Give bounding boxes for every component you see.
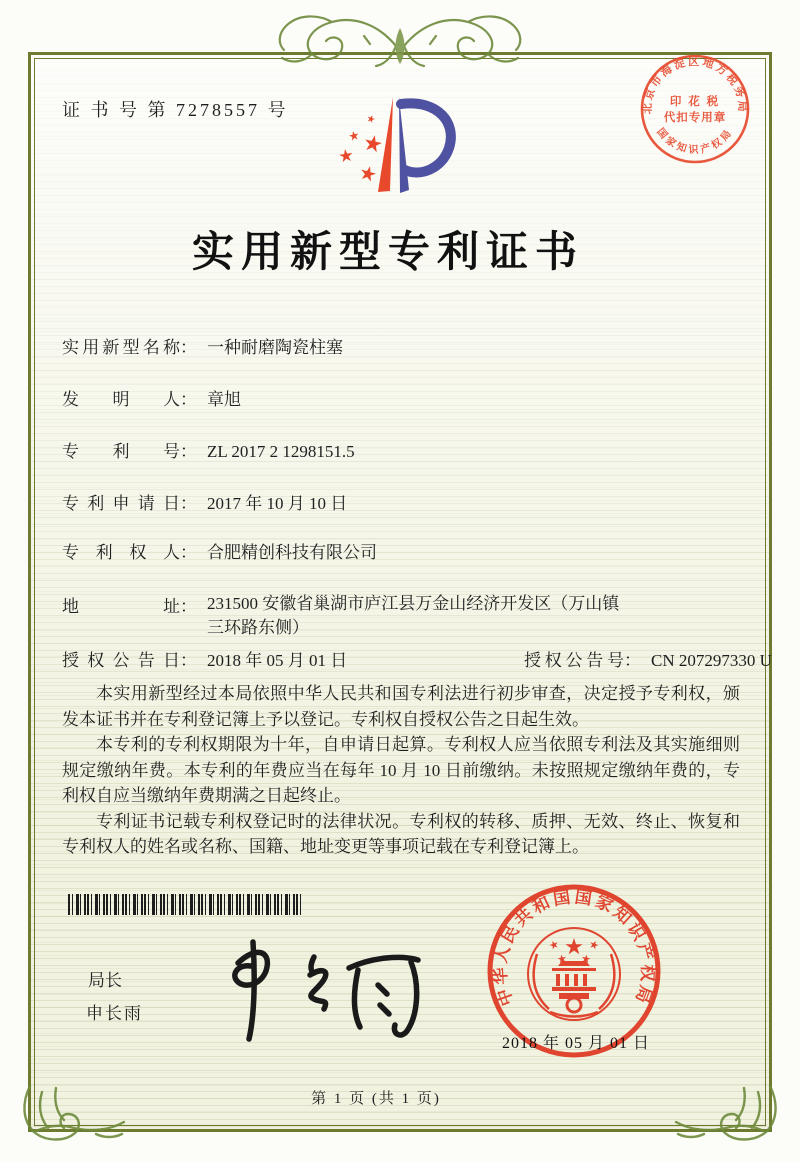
- legal-text: [62, 681, 740, 860]
- field-label: 专利权人: [62, 543, 180, 562]
- commissioner-name: 申长雨: [86, 1004, 143, 1023]
- commissioner-title: 局长: [88, 971, 122, 990]
- field-value: 章旭: [207, 390, 241, 409]
- field-value: CN 207297330 U: [651, 651, 772, 670]
- address-line-2: 三环路东侧）: [207, 618, 309, 637]
- seal-date: 2018 年 05 月 01 日: [501, 1035, 650, 1052]
- field-value: 合肥精创科技有限公司: [207, 543, 377, 562]
- certificate-number: 证 书 号 第 7278557 号: [62, 100, 289, 120]
- field-grant-row: [62, 646, 772, 671]
- field-label: 专利号: [62, 442, 180, 461]
- colon: ：: [180, 442, 197, 461]
- address-line-1: 231500 安徽省巢湖市庐江县万金山经济开发区（万山镇: [207, 594, 620, 613]
- field-value: 2017 年 10 月 10 日: [207, 494, 348, 513]
- field-label: 授权公告号: [524, 651, 624, 670]
- national-emblem-icon: [528, 928, 620, 1020]
- colon: ：: [180, 651, 197, 670]
- legal-paragraph-3: 专利证书记载专利权登记时的法律状况。专利权的转移、质押、无效、终止、恢复和专利权人的姓名或名称、国籍、地址变更等事项记载在专利登记簿上。: [62, 811, 740, 856]
- field-grant-date: [62, 651, 347, 670]
- field-label: 专利申请日: [62, 494, 180, 513]
- colon: ：: [180, 338, 197, 357]
- certificate-title: 实用新型专利证书: [191, 230, 584, 276]
- field-value: ZL 2017 2 1298151.5: [207, 442, 355, 461]
- stamp-duty-seal: [638, 52, 752, 166]
- legal-paragraph-2: 本专利的专利权期限为十年，自申请日起算。专利权人应当依照专利法及其实施细则规定缴纳年费。本专利的年费应当在每年 10 月 10 日前缴纳。未按照规定缴纳年费的，专利权自应当缴纳年费期满之日起终止。: [62, 735, 740, 805]
- field-patent-number: [62, 437, 355, 462]
- field-value: 一种耐磨陶瓷柱塞: [207, 338, 343, 357]
- field-utility-model-name: [62, 333, 343, 358]
- cnipa-logo-icon: [335, 78, 465, 213]
- field-address: [62, 592, 763, 640]
- colon: ：: [180, 494, 197, 513]
- stamp-duty-arc-bottom-text: 国家知识产权局: [654, 126, 736, 156]
- page-footer: 第 1 页 (共 1 页): [311, 1091, 441, 1107]
- stamp-duty-center-line2: 代扣专用章: [663, 112, 727, 124]
- field-label: 地址: [62, 597, 180, 616]
- field-patentee: [62, 538, 377, 563]
- svg-text:国家知识产权局: [654, 125, 735, 156]
- field-label: 实用新型名称: [62, 338, 180, 357]
- field-filing-date: [62, 489, 347, 514]
- colon: ：: [180, 543, 197, 562]
- colon: ：: [180, 597, 197, 616]
- field-label: 发明人: [62, 390, 180, 409]
- field-label: 授权公告日: [62, 651, 180, 670]
- barcode: [68, 894, 304, 915]
- colon: ：: [624, 651, 641, 670]
- field-value: [207, 592, 763, 640]
- field-inventor: [62, 385, 241, 410]
- field-grant-number: [524, 646, 772, 671]
- stamp-duty-arc-top-text: 北京市海淀区地方税务局: [641, 55, 749, 115]
- seal-arc-text: 中华人民共和国国家知识产权局: [490, 887, 658, 1009]
- legal-paragraph-1: 本实用新型经过本局依照中华人民共和国专利法进行初步审查，决定授予专利权，颁发本证书并在专利登记簿上予以登记。专利权自授权公告之日起生效。: [62, 684, 740, 729]
- stamp-duty-center-line1: 印 花 税: [669, 96, 721, 108]
- border-ornament-top-icon: [268, 6, 532, 70]
- commissioner-signature-handwriting: [210, 933, 435, 1045]
- field-value: 2018 年 05 月 01 日: [207, 651, 348, 670]
- colon: ：: [180, 390, 197, 409]
